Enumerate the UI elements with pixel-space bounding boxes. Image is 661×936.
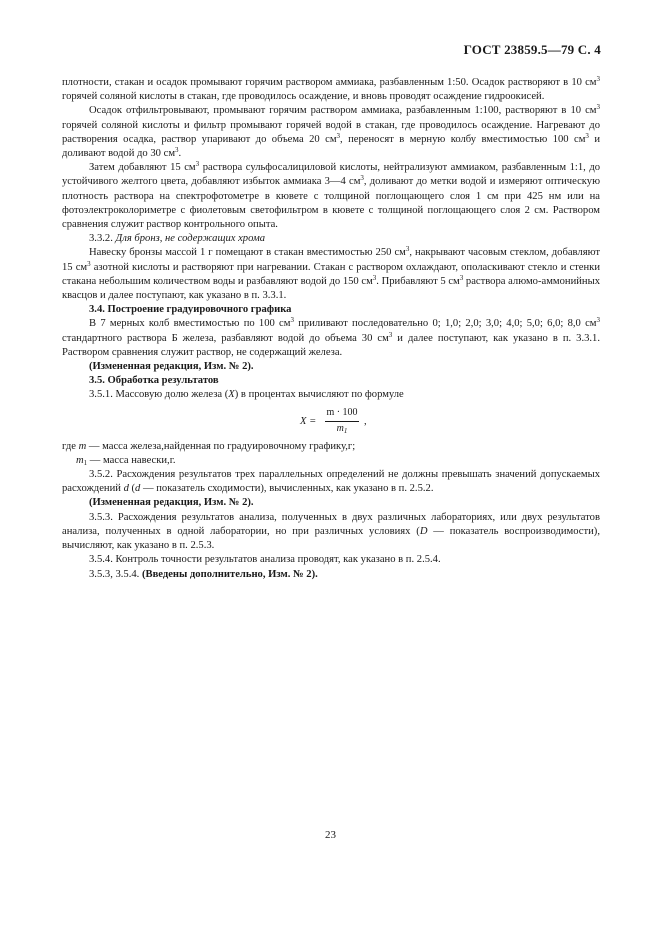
paragraph: Осадок отфильтровывают, промывают горячим раствором аммиака, разбавленным 1:100, растворяют в 10 $см^3$ горячей соляной кислоты и фильтр промывают горячей водой в стакан, где проводилось осаждение. Нагревают до растворения осадка, раствор упаривают до объема 20 $см^3$, переносят в мерную колбу вместимостью 100 $см^3$ и доливают водой до 30 $см^3$.	[62, 103, 600, 160]
formula-legend: $m_1$ — масса навески,г.	[76, 454, 176, 467]
section-heading-3-4: 3.4. Построение градуировочного графика	[89, 304, 292, 316]
page-number: 23	[325, 829, 336, 841]
formula-numerator: m · 100	[325, 406, 359, 422]
formula-denominator: $m_1$	[336, 422, 348, 435]
paragraph: Навеску бронзы массой 1 г помещают в стакан вместимостью 250 $см^3$, накрывают часовым стеклом, добавляют 15 $см^3$ азотной кислоты и растворяют при нагревании. Стакан с раствором охлаждают, ополаскивают стекло и стенки стакана небольшим количеством воды и разбавляют водой до 150 $см^3$. Прибавляют 5 $см^3$ раствора алюмо-аммонийных квасцов и далее поступают, как указано в п. 3.3.1.	[62, 245, 600, 302]
formula-fraction	[325, 406, 359, 436]
formula-comma: ,	[364, 415, 367, 427]
paragraph: 3.5.4. Контроль точности результатов анализа проводят, как указано в п. 2.5.4.	[89, 554, 441, 566]
edit-note: 3.5.3, 3.5.4. (Введены дополнительно, Изм. № 2).	[89, 568, 318, 580]
paragraph: Затем добавляют 15 $см^3$ раствора сульфосалициловой кислоты, нейтрализуют аммиаком, разбавленным 1:1, до устойчивого желтого цвета, добавляют избыток аммиака 3—4 $см^3$, доливают до метки водой и измеряют оптическую плотность раствора на спектрофотометре в кювете с толщиной поглощающего слоя 1 см при 425 нм или на фотоэлектроколориметре с фиолетовым светофильтром в кювете с толщиной поглощающего слоя 2 см. Раствором сравнения служит раствор контрольного опыта.	[62, 160, 601, 231]
formula-legend: где m — масса железа,найденная по градуировочному графику,г;	[62, 440, 356, 452]
section-heading-3-5: 3.5. Обработка результатов	[89, 375, 219, 387]
paragraph: 3.5.3. Расхождения результатов анализа, полученных в двух различных лабораториях, или двух результатов анализа, полученных в одной лаборатории, но при различных условиях (D — показатель воспроизводимости), вычисляют, как указано в п. 2.5.3.	[62, 511, 600, 552]
edit-note: (Измененная редакция, Изм. № 2).	[89, 497, 254, 509]
formula-lhs: X =	[300, 415, 317, 427]
paragraph: 3.5.1. Массовую долю железа (X) в процентах вычисляют по формуле	[89, 389, 404, 401]
edit-note: (Измененная редакция, Изм. № 2).	[89, 361, 254, 373]
paragraph: 3.5.2. Расхождения результатов трех параллельных определений не должны превышать значений допускаемых расхождений d (d — показатель сходимости), вычисленных, как указано в п. 2.5.2.	[62, 469, 600, 495]
document-body	[62, 76, 600, 582]
formula	[62, 405, 600, 439]
document-header: ГОСТ 23859.5—79 С. 4	[463, 42, 601, 57]
paragraph: В 7 мерных колб вместимостью по 100 $см^3$ приливают последовательно 0; 1,0; 2,0; 3,0; 4,0; 5,0; 6,0; 8,0 $см^3$ стандартного раствора Б железа, разбавляют водой до объема 30 $см^3$ и далее поступают, как указано в п. 3.3.1. Раствором сравнения служит раствор, не содержащий железа.	[62, 316, 600, 358]
paragraph: плотности, стакан и осадок промывают горячим раствором аммиака, разбавленным 1:50. Осадок растворяют в 10 $см^3$ горячей соляной кислоты в стакан, где проводилось осаждение, и вновь проводят осаждение гидроокисей.	[62, 75, 600, 103]
section-heading-3-3-2: 3.3.2. Для бронз, не содержащих хрома	[89, 233, 266, 245]
